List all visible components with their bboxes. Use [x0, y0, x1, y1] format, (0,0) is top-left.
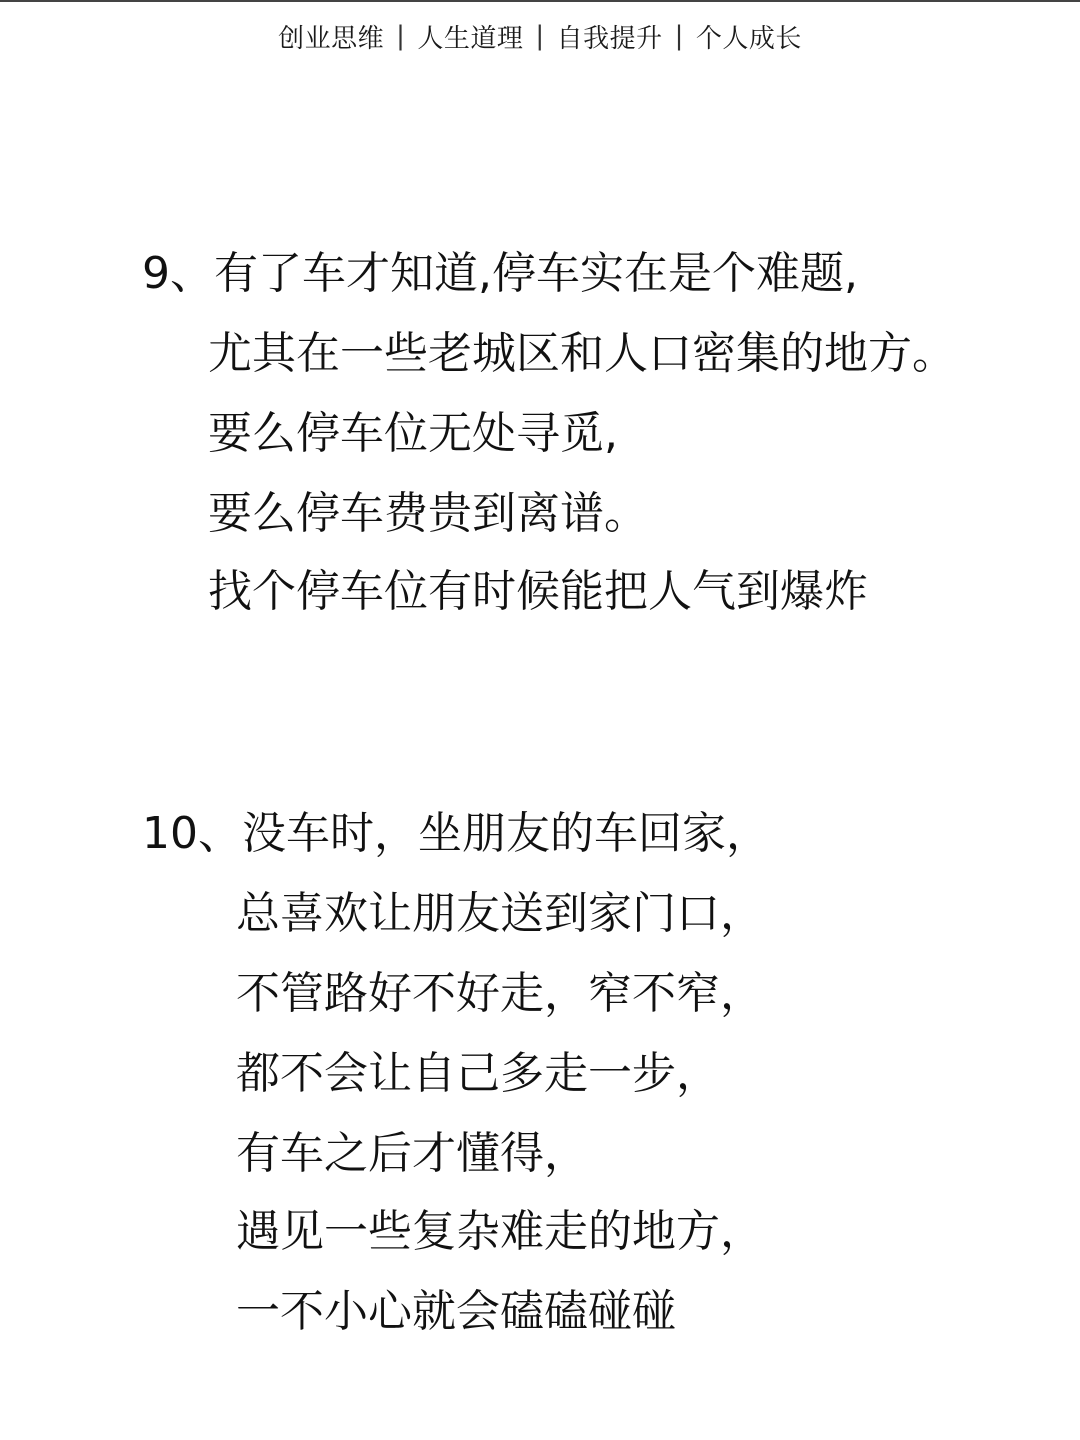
category-life-lessons: 人生道理	[417, 23, 524, 54]
category-header	[0, 14, 1080, 58]
section-10-line: 不管路好不好走，窄不窄，	[236, 968, 764, 1019]
category-personal-growth: 个人成长	[695, 23, 802, 54]
section-9-line: 要么停车位无处寻觅,	[208, 408, 618, 459]
top-border	[0, 0, 1080, 2]
section-10-line: 总喜欢让朋友送到家门口，	[236, 888, 764, 939]
section-9-line: 9、有了车才知道,停车实在是个难题,	[142, 248, 858, 299]
section-10-line: 都不会让自己多走一步，	[236, 1048, 720, 1099]
category-entrepreneurial-thinking: 创业思维	[278, 23, 385, 54]
section-10-line: 一不小心就会磕磕碰碰	[236, 1286, 676, 1337]
category-separator: |	[674, 21, 684, 51]
category-separator: |	[535, 21, 545, 51]
section-9-line: 找个停车位有时候能把人气到爆炸	[208, 566, 868, 617]
category-separator: |	[396, 21, 406, 51]
section-9-line: 要么停车费贵到离谱。	[208, 488, 648, 539]
category-self-improvement: 自我提升	[556, 23, 663, 54]
section-10-line: 遇见一些复杂难走的地方，	[236, 1206, 764, 1257]
section-10-line: 有车之后才懂得，	[236, 1128, 588, 1179]
section-10-line: 10、没车时，坐朋友的车回家，	[142, 808, 770, 859]
section-9-line: 尤其在一些老城区和人口密集的地方。	[208, 328, 956, 379]
